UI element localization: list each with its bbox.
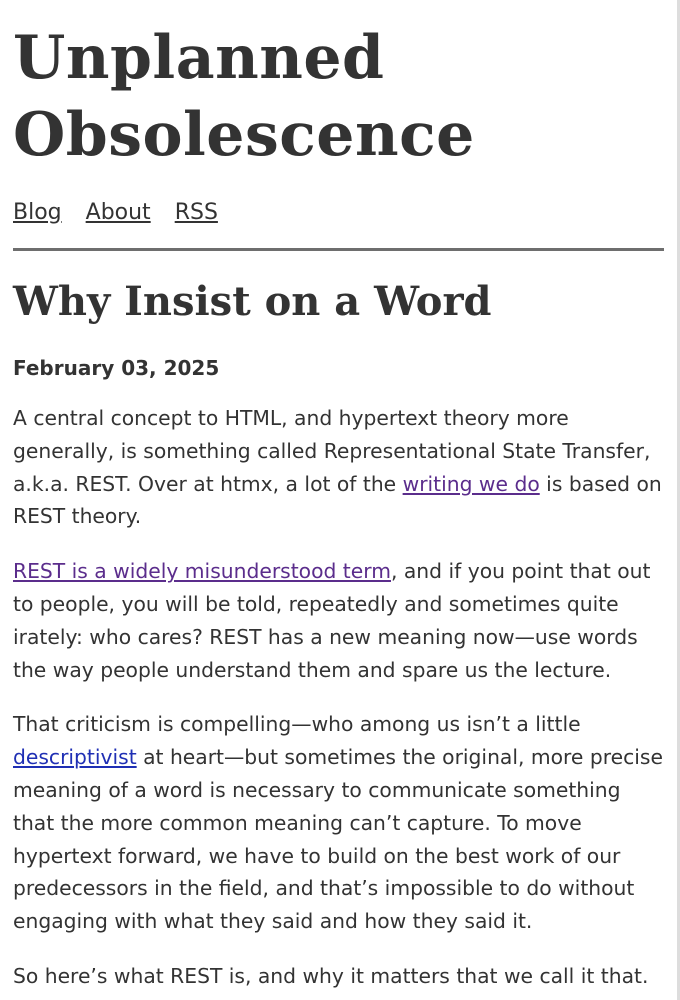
post-article bbox=[13, 276, 666, 993]
site-title-line-2: Obsolescence bbox=[13, 100, 475, 170]
paragraph-2-text-after: , and if you point that out to people, you will be told, repeatedly and sometimes quite irately: who cares? REST has a new meaning now—use words the way people understand them and spare us the lecture. bbox=[13, 559, 651, 682]
site-title[interactable] bbox=[13, 0, 666, 174]
site-nav bbox=[13, 200, 666, 234]
header-divider bbox=[13, 248, 664, 251]
paragraph-3-text-after: at heart—but sometimes the original, more precise meaning of a word is necessary to communicate something that the more common meaning can’t capture. To move hypertext forward, we have to build on the best work of our predecessors in the field, and that’s impossible to do without engaging with what they said and how they said it. bbox=[13, 745, 663, 934]
paragraph-4: So here’s what REST is, and why it matters that we call it that. bbox=[13, 963, 649, 988]
paragraph-3-text-before: That criticism is compelling—who among us isn’t a little bbox=[13, 712, 581, 737]
rest-misunderstood-link[interactable]: REST is a widely misunderstood term bbox=[13, 559, 391, 584]
paragraph-1-text-before: A central concept to HTML, and hypertext theory more generally, is something called Representational State Transfer, a.k.a. REST. Over at htmx, a lot of the bbox=[13, 406, 651, 496]
nav-rss-link[interactable]: RSS bbox=[174, 200, 218, 225]
descriptivist-link[interactable]: descriptivist bbox=[13, 745, 137, 770]
site-header bbox=[13, 0, 666, 234]
paragraph-3 bbox=[13, 708, 665, 938]
post-title: Why Insist on a Word bbox=[13, 278, 492, 325]
paragraph-2 bbox=[13, 555, 665, 686]
post-date: February 03, 2025 bbox=[13, 356, 220, 380]
site-title-line-1: Unplanned bbox=[13, 23, 385, 93]
paragraph-1-text-after: is based on REST theory. bbox=[13, 471, 662, 529]
writing-we-do-link[interactable]: writing we do bbox=[402, 471, 540, 496]
nav-blog-link[interactable]: Blog bbox=[13, 200, 62, 225]
paragraph-1 bbox=[13, 402, 665, 533]
nav-about-link[interactable]: About bbox=[85, 200, 151, 225]
